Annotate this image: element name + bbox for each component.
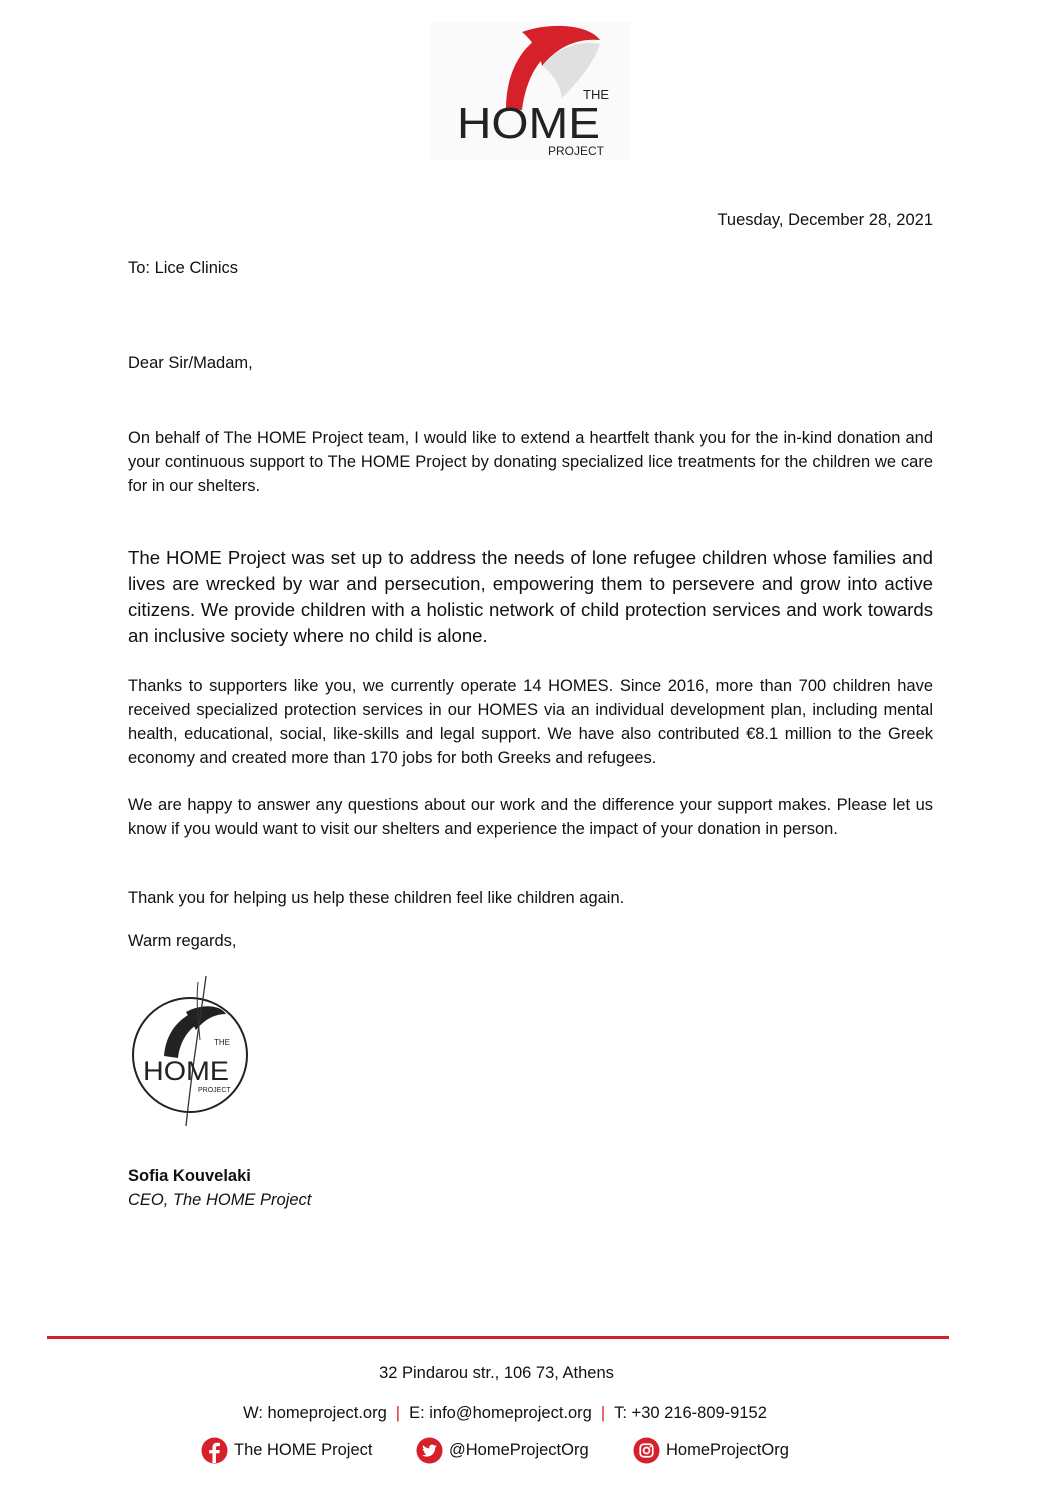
footer-divider: [47, 1336, 949, 1339]
seal-the-text: THE: [214, 1038, 230, 1047]
footer-twitter-link[interactable]: [416, 1437, 589, 1464]
logo-project-text: PROJECT: [548, 144, 605, 158]
logo-home-text: HOME: [457, 99, 600, 148]
paragraph-mission: The HOME Project was set up to address the needs of lone refugee children whose families and lives are wrecked by war and persecution, empowering them to persevere and grow into active citizens. We provide children with a holistic network of child protection services and work towards an inclusive society where no child is alone.: [128, 547, 933, 646]
paragraph-gratitude: Thank you for helping us help these children feel like children again.: [128, 889, 625, 907]
footer-separator: |: [600, 1404, 606, 1422]
footer-phone-link[interactable]: T: +30 216-809-9152: [614, 1404, 767, 1422]
footer-separator: |: [395, 1404, 401, 1422]
paragraph-invitation: We are happy to answer any questions about our work and the difference your support makes. Please let us know if you would want to visit our shelters and experience the impact of your donation in person.: [128, 796, 933, 838]
footer-instagram-link[interactable]: [633, 1437, 789, 1464]
paragraph-impact: Thanks to supporters like you, we currently operate 14 HOMES. Since 2016, more than 700 children have received specialized protection services in our HOMES via an individual development plan, including mental health, educational, social, like-skills and legal support. We have also contributed €8.1 million to the Greek economy and created more than 170 jobs for both Greeks and refugees.: [128, 677, 933, 767]
footer-contact-line: [0, 1404, 1010, 1423]
facebook-label: The HOME Project: [234, 1441, 373, 1459]
facebook-icon: [201, 1437, 228, 1464]
letter-salutation: Dear Sir/Madam,: [128, 354, 253, 372]
letter-closing: Warm regards,: [128, 932, 237, 950]
twitter-label: @HomeProjectOrg: [449, 1441, 589, 1459]
signature-seal: [128, 970, 252, 1130]
footer-email-link[interactable]: E: info@homeproject.org: [409, 1404, 592, 1422]
paragraph-thanks: On behalf of The HOME Project team, I would like to extend a heartfelt thank you for the in-kind donation and your continuous support to The HOME Project by donating specialized lice treatments for the children we care for in our shelters.: [128, 429, 933, 495]
signatory-name: Sofia Kouvelaki: [128, 1167, 251, 1185]
twitter-icon: [416, 1437, 443, 1464]
letter-recipient: To: Lice Clinics: [128, 259, 239, 277]
seal-home-text: HOME: [143, 1056, 229, 1086]
seal-project-text: PROJECT: [198, 1087, 231, 1094]
instagram-label: HomeProjectOrg: [666, 1441, 789, 1459]
footer-website-link[interactable]: W: homeproject.org: [243, 1404, 387, 1422]
signatory-title: CEO, The HOME Project: [128, 1191, 312, 1209]
home-project-logo: [430, 22, 630, 160]
letter-date: Tuesday, December 28, 2021: [717, 211, 933, 229]
logo-the-text: THE: [583, 87, 609, 102]
footer-facebook-link[interactable]: [201, 1437, 372, 1464]
instagram-icon: [633, 1437, 660, 1464]
footer-address: 32 Pindarou str., 106 73, Athens: [379, 1364, 614, 1382]
